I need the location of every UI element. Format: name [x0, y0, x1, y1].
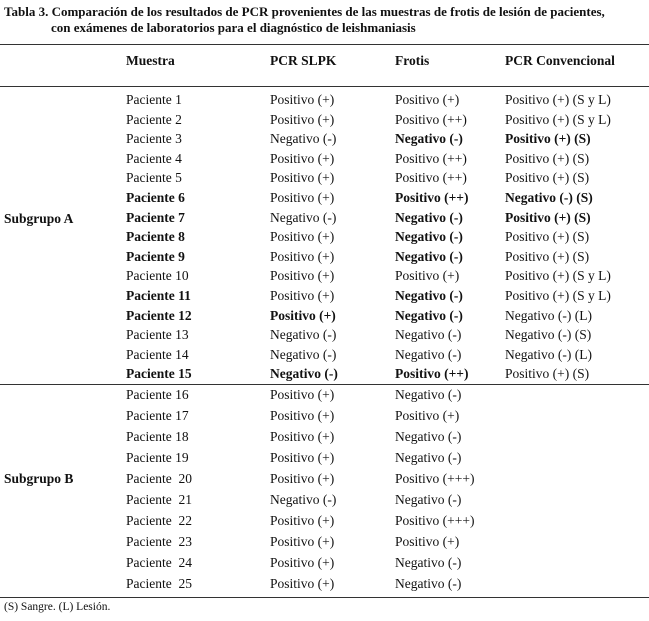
cell-frotis: Positivo (+++)	[395, 513, 475, 528]
cell-pcr-convencional: Positivo (+) (S y L)	[505, 112, 611, 127]
cell-muestra: Paciente 13	[126, 327, 189, 342]
caption-line-1: Tabla 3. Comparación de los resultados de PCR provenientes de las muestras de frotis de lesión de pacientes,	[4, 4, 605, 19]
cell-frotis: Negativo (-)	[395, 327, 462, 342]
cell-frotis: Negativo (-)	[395, 210, 463, 225]
cell-frotis: Negativo (-)	[395, 249, 463, 264]
cell-pcr-convencional: Positivo (+) (S)	[505, 131, 591, 146]
cell-pcr-convencional: Negativo (-) (L)	[505, 308, 592, 323]
cell-frotis: Negativo (-)	[395, 131, 463, 146]
cell-frotis: Positivo (+)	[395, 534, 460, 549]
cell-muestra: Paciente 20	[126, 471, 192, 486]
cell-frotis: Negativo (-)	[395, 429, 462, 444]
cell-pcr-slpk: Positivo (+)	[270, 308, 336, 323]
cell-muestra: Paciente 18	[126, 429, 189, 444]
cell-muestra: Paciente 4	[126, 151, 182, 166]
cell-pcr-slpk: Positivo (+)	[270, 268, 335, 283]
cell-pcr-slpk: Positivo (+)	[270, 190, 335, 205]
cell-muestra: Paciente 10	[126, 268, 189, 283]
table-caption	[4, 4, 644, 36]
header-bottom-rule	[0, 86, 649, 87]
cell-muestra: Paciente 25	[126, 576, 192, 591]
cell-pcr-convencional: Positivo (+) (S)	[505, 170, 590, 185]
cell-muestra: Paciente 17	[126, 408, 189, 423]
group-label-b: Subgrupo B	[4, 471, 74, 486]
cell-pcr-slpk: Positivo (+)	[270, 408, 335, 423]
cell-pcr-slpk: Positivo (+)	[270, 229, 335, 244]
cell-muestra: Paciente 11	[126, 288, 191, 303]
cell-muestra: Paciente 7	[126, 210, 185, 225]
cell-pcr-convencional: Negativo (-) (L)	[505, 347, 592, 362]
cell-pcr-convencional: Negativo (-) (S)	[505, 190, 593, 205]
cell-frotis: Positivo (++)	[395, 151, 467, 166]
cell-frotis: Positivo (+)	[395, 268, 460, 283]
cell-pcr-slpk: Negativo (-)	[270, 492, 337, 507]
cell-frotis: Positivo (+++)	[395, 471, 475, 486]
cell-muestra: Paciente 5	[126, 170, 182, 185]
cell-muestra: Paciente 21	[126, 492, 192, 507]
table-footnote: (S) Sangre. (L) Lesión.	[4, 601, 111, 613]
cell-muestra: Paciente 15	[126, 366, 192, 381]
header-frotis: Frotis	[395, 53, 430, 68]
header-muestra: Muestra	[126, 53, 175, 68]
cell-pcr-slpk: Positivo (+)	[270, 534, 335, 549]
cell-muestra: Paciente 16	[126, 387, 189, 402]
cell-muestra: Paciente 8	[126, 229, 185, 244]
cell-frotis: Negativo (-)	[395, 288, 463, 303]
cell-frotis: Negativo (-)	[395, 576, 462, 591]
cell-muestra: Paciente 6	[126, 190, 185, 205]
cell-frotis: Negativo (-)	[395, 450, 462, 465]
cell-muestra: Paciente 24	[126, 555, 192, 570]
cell-pcr-convencional: Positivo (+) (S)	[505, 249, 590, 264]
cell-pcr-slpk: Positivo (+)	[270, 513, 335, 528]
cell-pcr-slpk: Positivo (+)	[270, 151, 335, 166]
cell-muestra: Paciente 14	[126, 347, 189, 362]
cell-frotis: Negativo (-)	[395, 347, 462, 362]
cell-pcr-slpk: Positivo (+)	[270, 387, 335, 402]
cell-pcr-slpk: Positivo (+)	[270, 576, 335, 591]
cell-pcr-convencional: Positivo (+) (S y L)	[505, 268, 611, 283]
cell-pcr-slpk: Positivo (+)	[270, 92, 335, 107]
cell-muestra: Paciente 22	[126, 513, 192, 528]
cell-muestra: Paciente 9	[126, 249, 185, 264]
cell-pcr-slpk: Positivo (+)	[270, 112, 335, 127]
cell-pcr-convencional: Negativo (-) (S)	[505, 327, 592, 342]
cell-pcr-slpk: Positivo (+)	[270, 249, 335, 264]
cell-pcr-slpk: Negativo (-)	[270, 131, 337, 146]
header-pcr-slpk: PCR SLPK	[270, 53, 337, 68]
table-top-rule	[0, 44, 649, 45]
cell-frotis: Positivo (+)	[395, 408, 460, 423]
cell-muestra: Paciente 19	[126, 450, 189, 465]
cell-frotis: Positivo (+)	[395, 92, 460, 107]
cell-frotis: Positivo (++)	[395, 112, 467, 127]
cell-pcr-convencional: Positivo (+) (S)	[505, 366, 590, 381]
cell-frotis: Positivo (++)	[395, 190, 469, 205]
cell-pcr-convencional: Positivo (+) (S y L)	[505, 92, 611, 107]
cell-pcr-convencional: Positivo (+) (S)	[505, 151, 590, 166]
cell-pcr-convencional: Positivo (+) (S y L)	[505, 288, 611, 303]
cell-pcr-convencional: Positivo (+) (S)	[505, 210, 591, 225]
cell-frotis: Negativo (-)	[395, 308, 463, 323]
cell-frotis: Negativo (-)	[395, 492, 462, 507]
cell-pcr-slpk: Positivo (+)	[270, 288, 335, 303]
cell-pcr-slpk: Negativo (-)	[270, 327, 337, 342]
group-divider-rule	[0, 384, 649, 385]
cell-pcr-slpk: Negativo (-)	[270, 347, 337, 362]
cell-muestra: Paciente 1	[126, 92, 182, 107]
cell-pcr-slpk: Positivo (+)	[270, 555, 335, 570]
cell-muestra: Paciente 2	[126, 112, 182, 127]
table-bottom-rule	[0, 597, 649, 598]
cell-muestra: Paciente 12	[126, 308, 192, 323]
cell-frotis: Positivo (++)	[395, 366, 469, 381]
cell-pcr-slpk: Positivo (+)	[270, 471, 335, 486]
cell-pcr-slpk: Positivo (+)	[270, 450, 335, 465]
cell-pcr-slpk: Positivo (+)	[270, 170, 335, 185]
cell-frotis: Positivo (++)	[395, 170, 467, 185]
cell-frotis: Negativo (-)	[395, 387, 462, 402]
cell-muestra: Paciente 23	[126, 534, 192, 549]
cell-frotis: Negativo (-)	[395, 555, 462, 570]
cell-pcr-convencional: Positivo (+) (S)	[505, 229, 590, 244]
header-pcr-convencional: PCR Convencional	[505, 53, 615, 68]
cell-pcr-slpk: Positivo (+)	[270, 429, 335, 444]
cell-pcr-slpk: Negativo (-)	[270, 366, 338, 381]
group-label-a: Subgrupo A	[4, 211, 74, 226]
cell-muestra: Paciente 3	[126, 131, 182, 146]
cell-frotis: Negativo (-)	[395, 229, 463, 244]
caption-line-2: con exámenes de laboratorios para el diagnóstico de leishmaniasis	[51, 20, 416, 35]
cell-pcr-slpk: Negativo (-)	[270, 210, 337, 225]
